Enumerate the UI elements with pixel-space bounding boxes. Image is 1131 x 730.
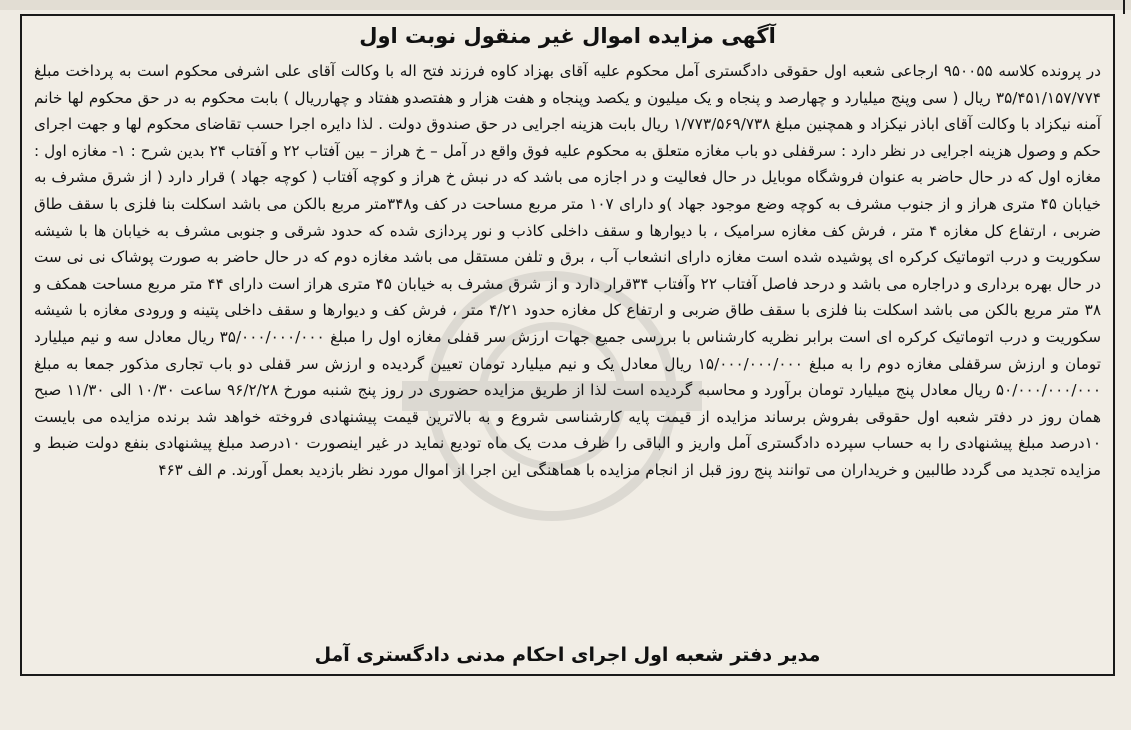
notice-signature: مدیر دفتر شعبه اول اجرای احکام مدنی دادگستری آمل (314, 644, 821, 666)
notice-frame (20, 14, 1115, 676)
notice-title: آگهی مزایده اموال غیر منقول نوبت اول (359, 24, 776, 48)
notice-body: در پرونده کلاسه ۹۵۰۰۵۵ ارجاعی شعبه اول حقوقی دادگستری آمل محکوم علیه آقای بهزاد کاوه فرزند فتح اله با وکالت آقای علی اشرفی محکوم است به پرداخت مبلغ ۳۵/۴۵۱/۱۵۷/۷۷۴ ریال ( سی وپنج میلیارد و چهارصد و پنجاه و یک میلیون و یکصد وپنجاه و هفت هزار و هفتصدو هفتاد و چهارریال ) بابت محکوم به در حق محکوم لها خانم آمنه نیکزاد با وکالت آقای اباذر نیکزاد و همچنین مبلغ ۱/۷۷۳/۵۶۹/۷۳۸ ریال بابت هزینه اجرایی در حق صندوق دولت . لذا دایره اجرا حسب تقاضای محکوم لها و جهت اجرای حکم و وصول هزینه اجرایی در نظر دارد : سرقفلی دو باب مغازه متعلق به محکوم علیه فوق واقع در آمل – خ هراز – بین آفتاب ۲۲ و آفتاب ۲۴ بدین شرح : ۱- مغازه اول : مغازه اول که در حال حاضر به عنوان فروشگاه موبایل در حال فعالیت و در اجازه می باشد که در نبش خ هراز و کوچه آفتاب ( کوچه جهاد ) قرار دارد ( از شرق مشرف به خیابان ۴۵ متری هراز و از جنوب مشرف به کوچه وضع موجود جهاد )و دارای ۱۰۷ متر مربع مساحت در کف و۳۴۸متر مربع بالکن می باشد اسکلت بنا فلزی با سقف طاق ضربی ، ارتفاع کل مغازه ۴ متر ، فرش کف مغازه سرامیک ، با دیوارها و سقف داخلی کاذب و نور پردازی شده که حدود شرقی و جنوبی مشرف به خیابان ها با شیشه سکوریت و درب اتوماتیک کرکره ای پوشیده شده است مغازه دارای انشعاب آب ، برق و تلفن مستقل می باشد مغازه دوم که در حال حاضر به صورت پوشاک نی نی ست در حال بهره برداری و دراجاره می باشد و درحد فاصل آفتاب ۲۲ وآفتاب ۳۴قرار دارد و از شرق مشرف به خیابان ۴۵ متری هراز است دارای ۴۴ متر مربع مساحت همکف و ۳۸ متر مربع بالکن می باشد اسکلت بنا فلزی با سقف طاق ضربی و ارتفاع کل مغازه حدود ۴/۲۱ متر ، فرش کف و دیوارها و سقف داخلی پتینه و ورودی مغازه با شیشه سکوریت و درب اتوماتیک کرکره ای است برابر نظریه کارشناس با بررسی جمیع جهات ارزش سر قفلی مغازه اول را مبلغ ۳۵/۰۰۰/۰۰۰/۰۰۰ ریال معادل سه و نیم میلیارد تومان و ارزش سرقفلی مغازه دوم را به مبلغ ۱۵/۰۰۰/۰۰۰/۰۰۰ ریال معادل یک و نیم میلیارد تومان تعیین گردیده و ارزش سر قفلی دو باب تجاری مذکور جمعا به مبلغ ۵۰/۰۰۰/۰۰۰/۰۰۰ ریال معادل پنج میلیارد تومان برآورد و محاسبه گردیده است لذا از طریق مزایده حضوری در روز پنج شنبه مورخ ۹۶/۲/۲۸ ساعت ۱۰/۳۰ الی ۱۱/۳۰ صبح همان روز در دفتر شعبه اول حقوقی بفروش برساند مزایده از قیمت پایه کارشناسی شروع و به بالاترین قیمت پیشنهادی فروخته خواهد شد برنده مزایده می بایست ۱۰درصد مبلغ پیشنهادی را به حساب سپرده دادگستری آمل واریز و الباقی را ظرف مدت یک ماه تودیع نماید در غیر اینصورت ۱۰درصد مبلغ پیشنهادی بنفع دولت ضبط و مزایده تجدید می گردد طالبین و خریداران می توانند پنج روز قبل از انجام مزایده با هماهنگی این اجرا از اموال مورد نظر بازدید بعمل آورند. م الف ۴۶۳ (34, 62, 1102, 479)
edge-rule (1123, 0, 1125, 14)
page-top-edge (0, 0, 1131, 10)
